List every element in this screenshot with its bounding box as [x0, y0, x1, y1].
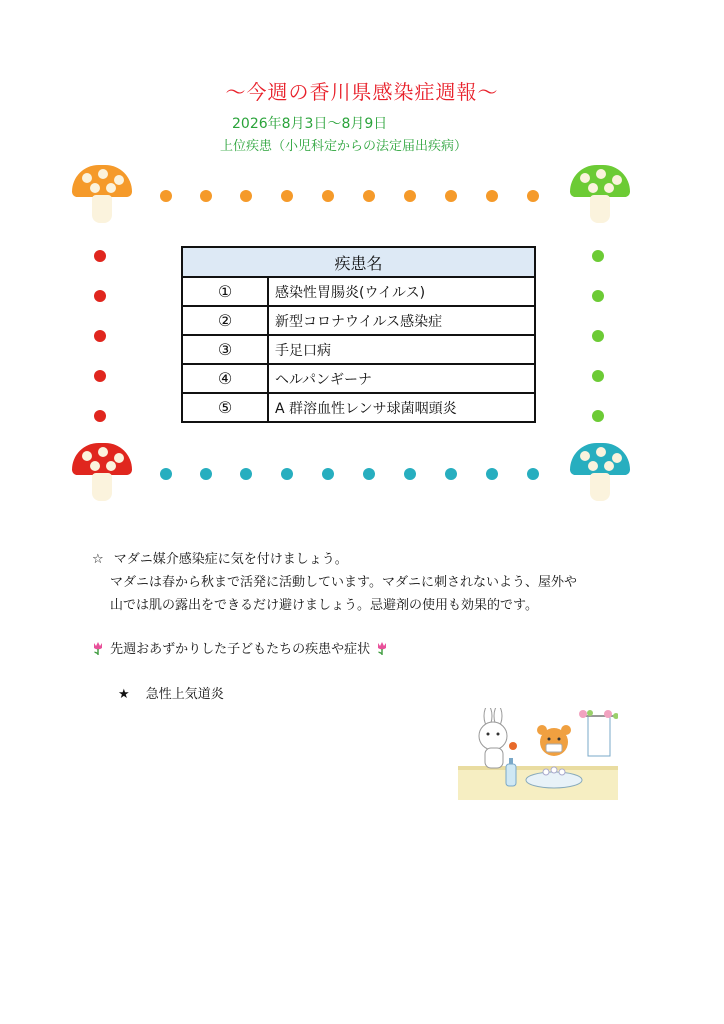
- disease-list-item: [118, 683, 224, 702]
- border-dot: [281, 468, 293, 480]
- border-dot: [404, 468, 416, 480]
- disease-name-cell: 新型コロナウイルス感染症: [268, 306, 535, 335]
- border-dot: [592, 330, 604, 342]
- disease-table: [181, 246, 536, 423]
- table-row: [182, 277, 535, 306]
- notice-line: マダニは春から秋まで活発に活動しています。マダニに刺されないよう、屋外や: [110, 575, 577, 590]
- table-row: [182, 335, 535, 364]
- border-dot: [200, 190, 212, 202]
- mushroom-top-right-icon: [570, 165, 630, 229]
- mushroom-bottom-right-icon: [570, 443, 630, 507]
- border-dot: [592, 250, 604, 262]
- mushroom-bottom-left-icon: [72, 443, 132, 507]
- border-dot: [281, 190, 293, 202]
- table-row: [182, 364, 535, 393]
- border-dot: [160, 468, 172, 480]
- border-dot: [445, 468, 457, 480]
- rank-cell: ③: [182, 335, 268, 364]
- last-week-heading: 先週おあずかりした子どもたちの疾患や症状: [110, 642, 371, 657]
- rank-cell: ⑤: [182, 393, 268, 422]
- border-dot: [486, 468, 498, 480]
- date-range: 2026年8月3日～8月9日: [232, 116, 388, 132]
- tulip-icon: [92, 641, 104, 659]
- rank-cell: ①: [182, 277, 268, 306]
- mushroom-top-left-icon: [72, 165, 132, 229]
- disease-name-cell: A 群溶血性レンサ球菌咽頭炎: [268, 393, 535, 422]
- last-week-heading-row: [92, 638, 388, 659]
- border-dot: [363, 190, 375, 202]
- star-icon: ★: [118, 687, 130, 702]
- disease-name-cell: 感染性胃腸炎(ウイルス): [268, 277, 535, 306]
- border-dot: [592, 290, 604, 302]
- border-dot: [322, 468, 334, 480]
- subtitle: 上位疾患（小児科定からの法定届出疾病）: [220, 139, 468, 154]
- page-title: ～今週の香川県感染症週報～: [225, 80, 499, 104]
- border-dot: [592, 370, 604, 382]
- table-header: 疾患名: [182, 247, 535, 277]
- table-header-row: [182, 247, 535, 277]
- border-dot: [363, 468, 375, 480]
- border-dot: [592, 410, 604, 422]
- border-dot: [445, 190, 457, 202]
- border-dot: [527, 190, 539, 202]
- notice-line: 山では肌の露出をできるだけ避けましょう。忌避剤の使用も効果的です。: [110, 598, 538, 613]
- table-row: [182, 306, 535, 335]
- tulip-icon: [376, 641, 388, 659]
- table-row: [182, 393, 535, 422]
- border-dot: [200, 468, 212, 480]
- disease-name-cell: ヘルパンギーナ: [268, 364, 535, 393]
- border-dot: [404, 190, 416, 202]
- tick-notice: [92, 548, 577, 617]
- handwashing-illustration: [458, 708, 618, 800]
- border-dot: [240, 190, 252, 202]
- border-dot: [94, 370, 106, 382]
- border-dot: [94, 250, 106, 262]
- border-dot: [160, 190, 172, 202]
- rank-cell: ②: [182, 306, 268, 335]
- disease-name-cell: 手足口病: [268, 335, 535, 364]
- border-dot: [486, 190, 498, 202]
- disease-name: 急性上気道炎: [145, 687, 224, 702]
- border-dot: [94, 330, 106, 342]
- rank-cell: ④: [182, 364, 268, 393]
- star-outline-icon: ☆: [92, 552, 104, 567]
- border-dot: [94, 290, 106, 302]
- border-dot: [240, 468, 252, 480]
- notice-heading: マダニ媒介感染症に気を付けましょう。: [113, 552, 348, 567]
- border-dot: [527, 468, 539, 480]
- border-dot: [94, 410, 106, 422]
- border-dot: [322, 190, 334, 202]
